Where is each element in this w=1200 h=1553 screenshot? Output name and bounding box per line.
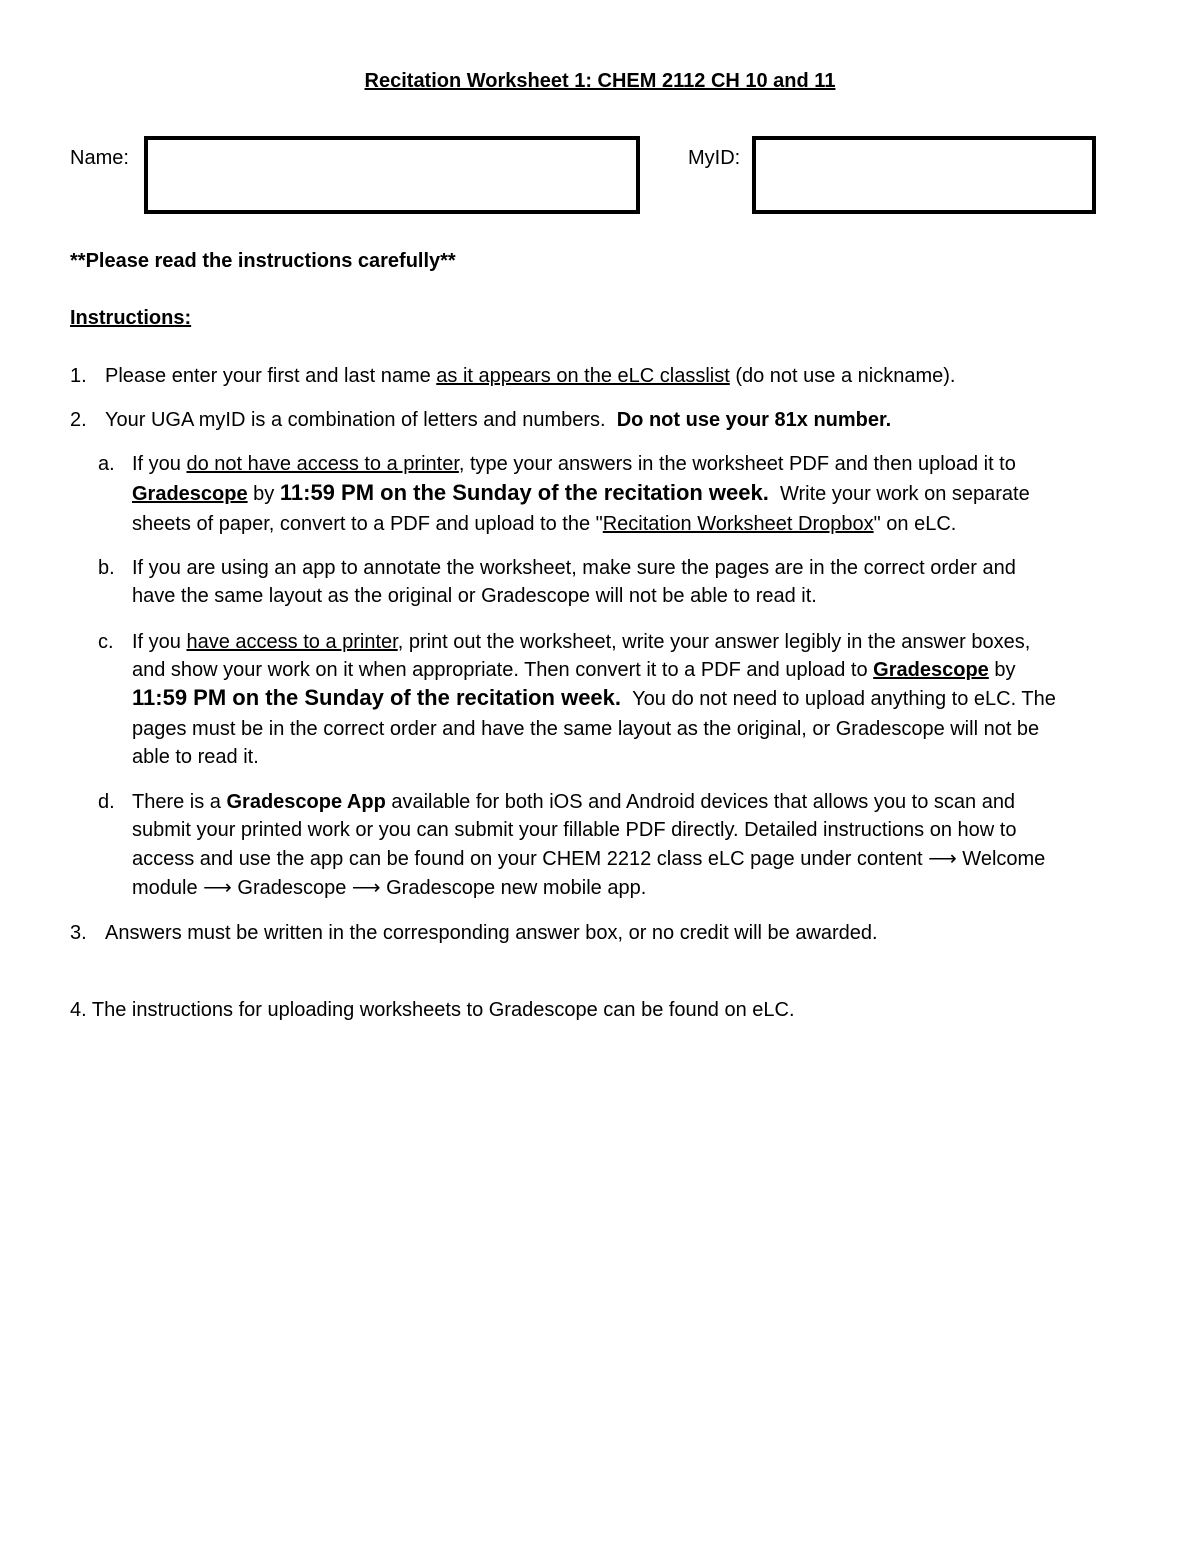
deadline-text: 11:59 PM on the Sunday of the recitation week.	[132, 685, 622, 710]
gradescope-text: Gradescope	[873, 659, 989, 681]
item-3-text: Answers must be written in the corresponding answer box, or no credit will be awarded.	[105, 922, 878, 944]
item-2b-line-1: If you are using an app to annotate the worksheet, make sure the pages are in the correct order and	[132, 557, 1016, 579]
page-title: Recitation Worksheet 1: CHEM 2112 CH 10 and 11	[364, 70, 836, 92]
item-2c-line-3: 11:59 PM on the Sunday of the recitation week. You do not need to upload anything to eLC. The	[132, 685, 1056, 710]
deadline-text: 11:59 PM on the Sunday of the recitation week.	[279, 480, 769, 505]
elc-classlist-phrase: as it appears on the eLC classlist	[436, 365, 730, 387]
item-2d-line-4: module ⟶ Gradescope ⟶ Gradescope new mobile app.	[132, 877, 647, 899]
item-2b-marker: b.	[98, 557, 115, 579]
name-field[interactable]	[144, 136, 640, 214]
item-2a-line-3: sheets of paper, convert to a PDF and upload to the "Recitation Worksheet Dropbox" on eLC.	[132, 513, 957, 535]
item-3-number: 3.	[70, 922, 87, 944]
item-2d-line-3: access and use the app can be found on your CHEM 2212 class eLC page under content ⟶ Welcome	[132, 848, 1046, 870]
item-2d-marker: d.	[98, 791, 115, 813]
item-2a-line-2: Gradescope by 11:59 PM on the Sunday of the recitation week. Write your work on separate	[132, 480, 1030, 505]
item-2d-line-2: submit your printed work or you can submit your fillable PDF directly. Detailed instructions on how to	[132, 819, 1017, 841]
item-1-text: Please enter your first and last name as it appears on the eLC classlist (do not use a nickname).	[105, 365, 956, 387]
no-81x-warning: Do not use your 81x number.	[616, 409, 892, 431]
item-2c-line-2: and show your work on it when appropriate. Then convert it to a PDF and upload to Gradescope by	[132, 659, 1016, 681]
myid-field[interactable]	[752, 136, 1096, 214]
instructions-notice: **Please read the instructions carefully**	[70, 250, 456, 272]
item-2a-line-1: If you do not have access to a printer, type your answers in the worksheet PDF and then upload it to	[132, 453, 1016, 475]
item-2-text: Your UGA myID is a combination of letters and numbers. Do not use your 81x number.	[105, 409, 892, 431]
item-2c-line-1: If you have access to a printer, print out the worksheet, write your answer legibly in the answer boxes,	[132, 631, 1031, 653]
myid-label: MyID:	[688, 147, 741, 169]
item-1-number: 1.	[70, 365, 87, 387]
item-2b-line-2: have the same layout as the original or Gradescope will not be able to read it.	[132, 585, 817, 607]
item-4-text: 4. The instructions for uploading worksheets to Gradescope can be found on eLC.	[70, 999, 795, 1021]
item-2-number: 2.	[70, 409, 87, 431]
item-2c-line-5: able to read it.	[132, 746, 259, 768]
item-2a-marker: a.	[98, 453, 115, 475]
gradescope-text: Gradescope	[132, 483, 248, 505]
instructions-heading: Instructions:	[70, 307, 192, 329]
item-2c-line-4: pages must be in the correct order and have the same layout as the original, or Gradescope will not be	[132, 718, 1040, 740]
dropbox-text: Recitation Worksheet Dropbox	[602, 513, 874, 535]
gradescope-app-text: Gradescope App	[226, 791, 386, 813]
name-label: Name:	[70, 147, 129, 169]
item-2c-marker: c.	[98, 631, 114, 653]
item-2d-line-1: There is a Gradescope App available for both iOS and Android devices that allows you to scan and	[132, 791, 1016, 813]
